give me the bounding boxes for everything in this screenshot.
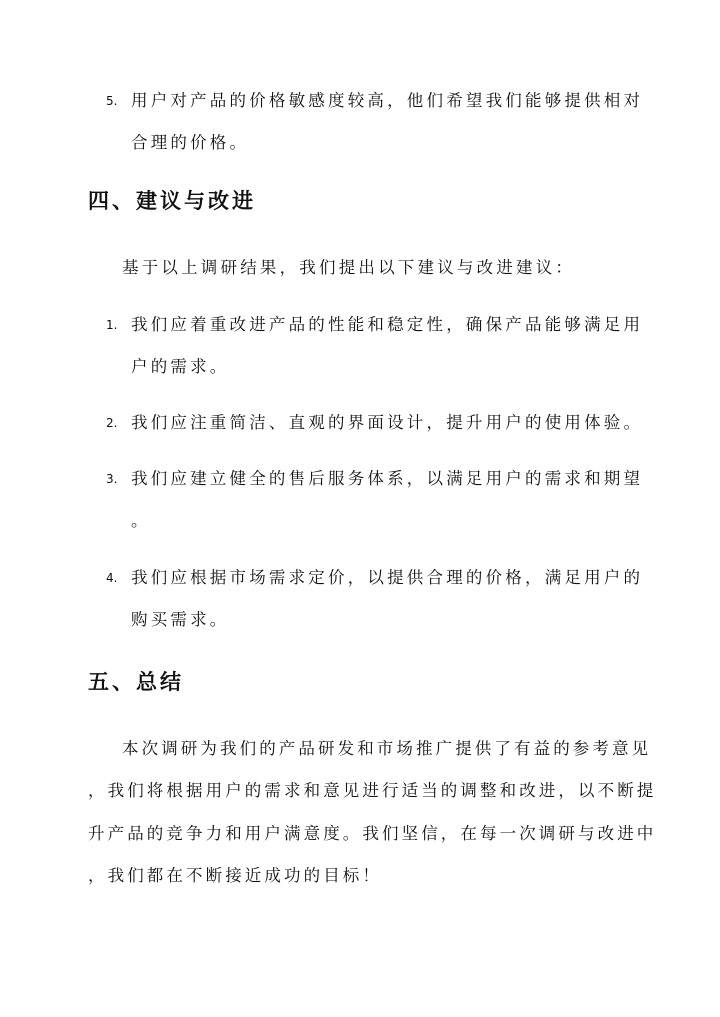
list-number: 1. — [106, 318, 118, 332]
list-item-text-continued: 。 — [131, 511, 151, 530]
list-item-text: 我们应注重简洁、直观的界面设计，提升用户的使用体验。 — [131, 413, 644, 432]
section-intro: 基于以上调研结果，我们提出以下建议与改进建议： — [122, 258, 576, 277]
list-number: 4. — [106, 571, 118, 585]
section-heading-4: 四、建议与改进 — [88, 188, 256, 213]
paragraph-line: 升产品的竞争力和用户满意度。我们坚信，在每一次调研与改进中 — [88, 824, 657, 843]
list-number: 5. — [106, 94, 118, 108]
paragraph-line: 本次调研为我们的产品研发和市场推广提供了有益的参考意见 — [122, 739, 652, 758]
list-item-text-continued: 购买需求。 — [131, 610, 230, 629]
section-heading-5: 五、总结 — [88, 669, 184, 694]
list-item-text: 我们应建立健全的售后服务体系，以满足用户的需求和期望 — [131, 469, 644, 488]
list-item-text: 我们应着重改进产品的性能和稳定性，确保产品能够满足用 — [131, 315, 644, 334]
paragraph-line: ，我们将根据用户的需求和意见进行适当的调整和改进，以不断提 — [88, 781, 657, 800]
list-item-text-continued: 合理的价格。 — [131, 133, 250, 152]
list-number: 3. — [106, 472, 118, 486]
list-item-text: 我们应根据市场需求定价，以提供合理的价格，满足用户的 — [131, 568, 644, 587]
paragraph-line: ，我们都在不断接近成功的目标！ — [88, 866, 382, 885]
list-item-text-continued: 户的需求。 — [131, 357, 230, 376]
list-number: 2. — [106, 416, 118, 430]
list-item-text: 用户对产品的价格敏感度较高，他们希望我们能够提供相对 — [131, 91, 644, 110]
